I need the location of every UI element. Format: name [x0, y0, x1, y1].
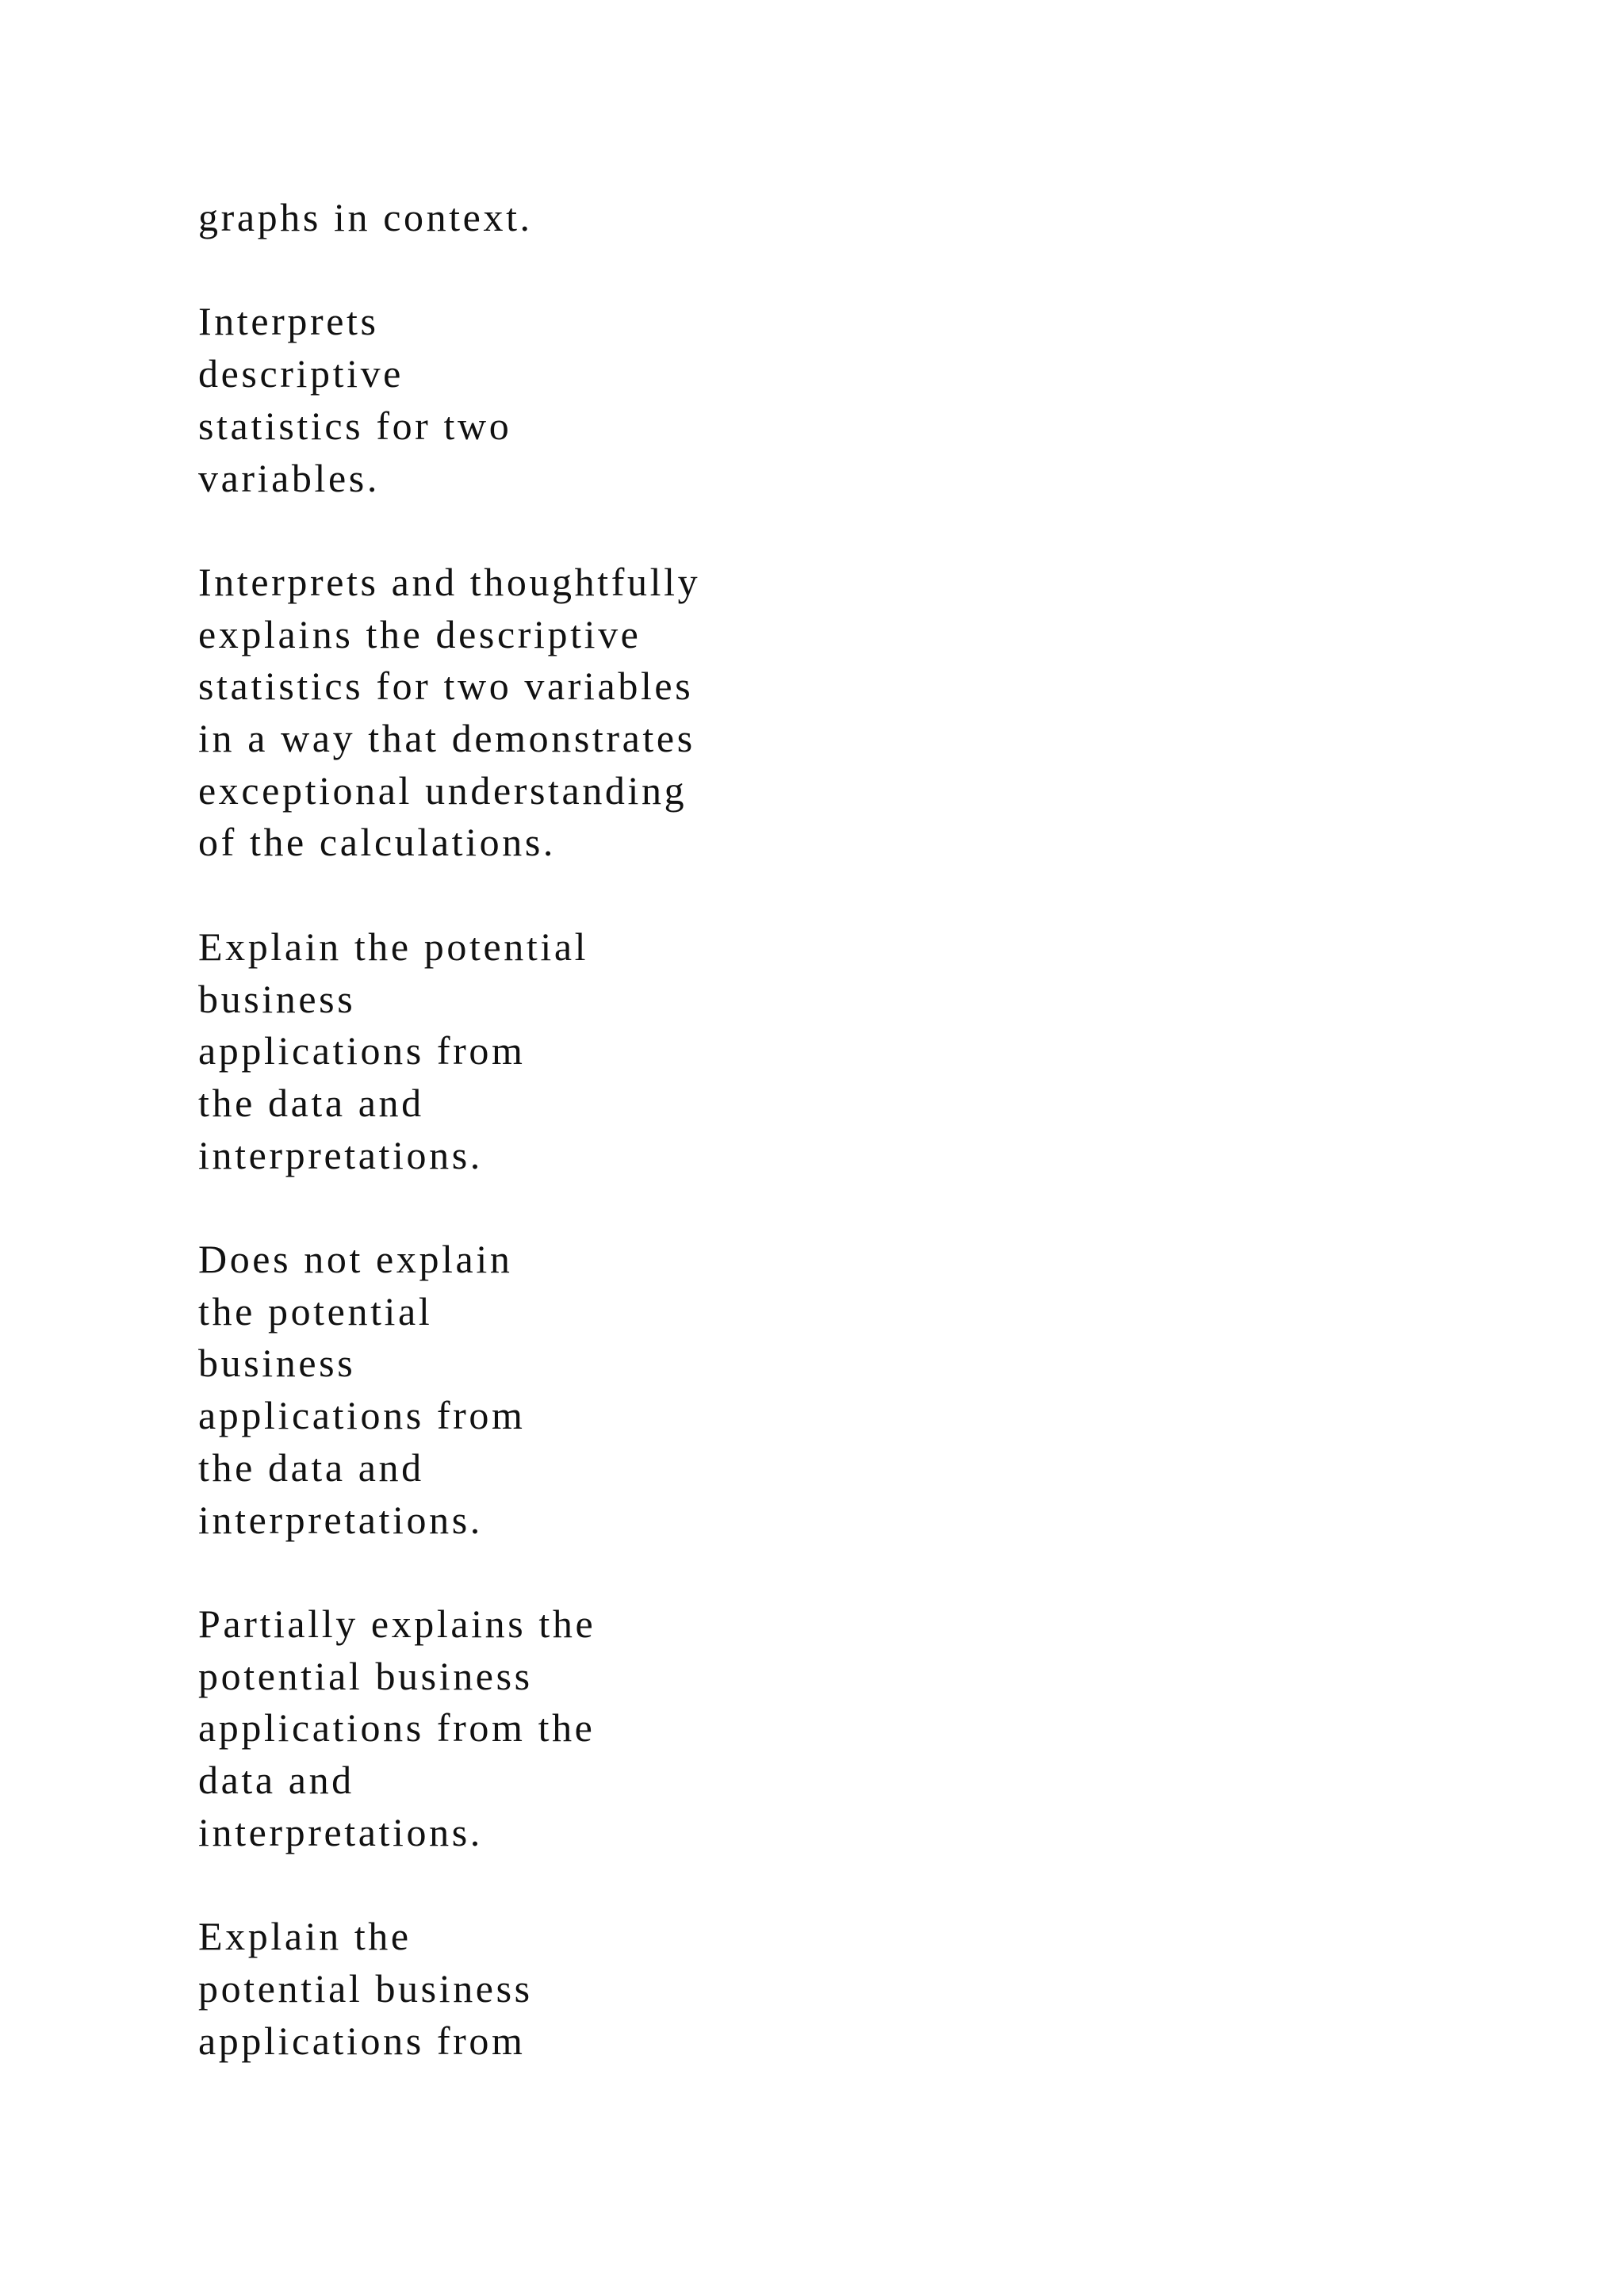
text-line: applications from	[198, 2018, 526, 2063]
text-line: business	[198, 1341, 356, 1386]
paragraph-does-not-explain	[198, 1234, 1150, 1546]
paragraph-graphs-in-context	[198, 192, 1150, 244]
paragraph-explain-the-potential	[198, 1911, 1150, 2067]
text-line: in a way that demonstrates	[198, 716, 695, 760]
text-line: interpretations.	[198, 1809, 483, 1854]
text-line: applications from	[198, 1393, 526, 1438]
text-line: Does not explain	[198, 1237, 513, 1281]
text-line: variables.	[198, 455, 380, 500]
text-line: statistics for two	[198, 403, 512, 448]
paragraph-partially-explains	[198, 1598, 1150, 1859]
text-line: Explain the potential	[198, 924, 589, 969]
text-line: statistics for two variables	[198, 664, 694, 709]
text-line: the potential	[198, 1288, 433, 1334]
text-line: descriptive	[198, 351, 404, 396]
text-line: applications from	[198, 1028, 526, 1073]
text-line: data and	[198, 1758, 354, 1803]
text-line: interpretations.	[198, 1497, 483, 1542]
paragraph-interprets-descriptive	[198, 296, 1150, 504]
paragraph-explain-business-applications	[198, 921, 1150, 1182]
paragraph-interprets-thoughtfully	[198, 557, 1150, 869]
text-line: applications from the	[198, 1705, 596, 1751]
text-line: exceptional understanding	[198, 767, 688, 813]
text-line: explains the descriptive	[198, 611, 642, 656]
text-line: potential business	[198, 1965, 533, 2011]
document-body	[198, 192, 1150, 2119]
text-line: Interprets and thoughtfully	[198, 559, 701, 604]
text-line: potential business	[198, 1653, 533, 1698]
text-line: Explain the	[198, 1914, 412, 1959]
text-line: the data and	[198, 1445, 424, 1490]
text-line: Partially explains the	[198, 1601, 596, 1646]
text-line: interpretations.	[198, 1132, 483, 1177]
text-line: graphs in context.	[198, 195, 533, 239]
text-line: of the calculations.	[198, 820, 557, 865]
text-line: Interprets	[198, 299, 379, 344]
text-line: business	[198, 976, 356, 1021]
text-line: the data and	[198, 1080, 424, 1125]
